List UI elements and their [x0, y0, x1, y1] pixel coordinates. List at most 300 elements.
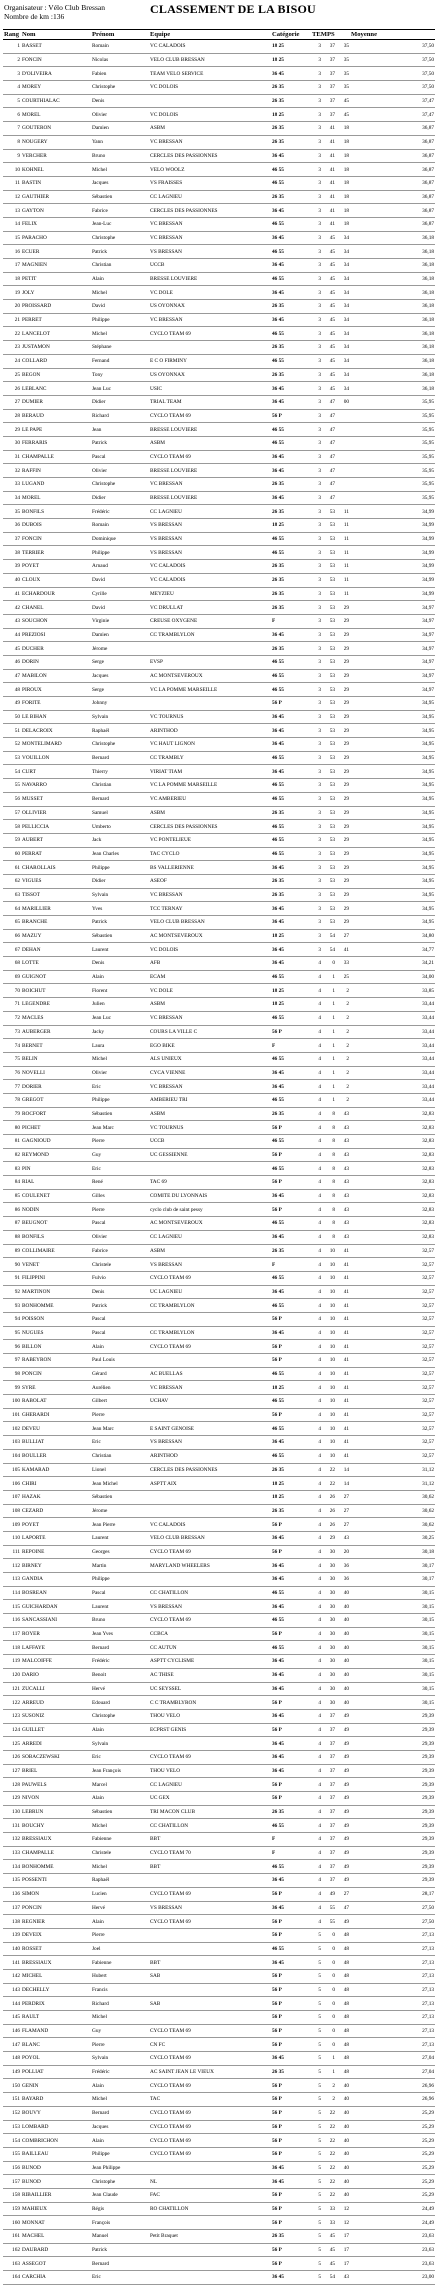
cell-moyenne: 33,44 — [350, 1066, 435, 1080]
cell-prenom: Patrick — [91, 436, 149, 450]
table-row — [3, 1573, 435, 1587]
table-row — [3, 176, 435, 190]
cell-categorie: 46 55 — [271, 1449, 311, 1463]
cell-seconds: 40 — [336, 1641, 350, 1655]
cell-nom: MOREL — [21, 491, 91, 505]
cell-seconds: 49 — [336, 1737, 350, 1751]
cell-hours: 3 — [311, 874, 322, 888]
cell-minutes: 22 — [322, 1463, 336, 1477]
cell-moyenne: 34,80 — [350, 929, 435, 943]
cell-categorie: F — [271, 1039, 311, 1053]
cell-moyenne: 34,95 — [350, 738, 435, 752]
cell-minutes: 30 — [322, 1655, 336, 1669]
cell-prenom: Michel — [91, 163, 149, 177]
cell-minutes: 53 — [322, 820, 336, 834]
table-row — [3, 40, 435, 54]
cell-categorie: 46 55 — [271, 1093, 311, 1107]
cell-categorie: 26 35 — [271, 1805, 311, 1819]
cell-rang: 164 — [3, 2271, 21, 2285]
cell-minutes: 1 — [322, 1039, 336, 1053]
cell-moyenne: 34,95 — [350, 861, 435, 875]
table-row — [3, 2038, 435, 2052]
cell-prenom: Alain — [91, 2079, 149, 2093]
cell-minutes: 10 — [322, 1436, 336, 1450]
cell-seconds: 12 — [336, 2202, 350, 2216]
cell-prenom: Laura — [91, 1039, 149, 1053]
cell-prenom: Damien — [91, 122, 149, 136]
cell-hours: 4 — [311, 1422, 322, 1436]
cell-hours: 4 — [311, 1408, 322, 1422]
table-row — [3, 1682, 435, 1696]
cell-prenom: Samuel — [91, 806, 149, 820]
cell-prenom: Jacques — [91, 176, 149, 190]
cell-rang: 73 — [3, 1025, 21, 1039]
cell-equipe: CYCLO TEAM 69 — [149, 2052, 271, 2066]
cell-prenom: Romain — [91, 40, 149, 54]
table-row — [3, 710, 435, 724]
cell-prenom: Philippe — [91, 1093, 149, 1107]
cell-rang: 27 — [3, 395, 21, 409]
cell-equipe: VC BRESSAN — [149, 217, 271, 231]
cell-categorie: 46 55 — [271, 779, 311, 793]
cell-hours: 5 — [311, 2120, 322, 2134]
cell-equipe — [149, 2243, 271, 2257]
cell-hours: 3 — [311, 532, 322, 546]
cell-seconds: 12 — [336, 2216, 350, 2230]
cell-moyenne: 27,13 — [350, 1928, 435, 1942]
cell-moyenne: 33,44 — [350, 1011, 435, 1025]
cell-seconds: 34 — [336, 272, 350, 286]
cell-nom: BRIEL — [21, 1764, 91, 1778]
cell-moyenne: 36,18 — [350, 300, 435, 314]
cell-moyenne: 34,95 — [350, 874, 435, 888]
cell-moyenne: 32,57 — [350, 1271, 435, 1285]
cell-nom: DUMIER — [21, 395, 91, 409]
cell-minutes: 37 — [322, 1819, 336, 1833]
cell-rang: 105 — [3, 1463, 21, 1477]
table-row — [3, 1326, 435, 1340]
cell-prenom: Didier — [91, 874, 149, 888]
cell-nom: RABEYRON — [21, 1354, 91, 1368]
cell-seconds: 43 — [336, 1135, 350, 1149]
cell-rang: 71 — [3, 998, 21, 1012]
cell-prenom: Aurélien — [91, 1381, 149, 1395]
cell-seconds: 41 — [336, 1299, 350, 1313]
cell-minutes: 0 — [322, 1942, 336, 1956]
cell-equipe: EGO BIKE — [149, 1039, 271, 1053]
cell-rang: 96 — [3, 1340, 21, 1354]
cell-rang: 36 — [3, 519, 21, 533]
cell-seconds: 29 — [336, 628, 350, 642]
cell-nom: MUSSET — [21, 792, 91, 806]
cell-rang: 76 — [3, 1066, 21, 1080]
cell-seconds: 34 — [336, 313, 350, 327]
table-row — [3, 2271, 435, 2285]
cell-equipe: VELO CLUB BRESSAN — [149, 53, 271, 67]
cell-moyenne: 34,95 — [350, 710, 435, 724]
cell-minutes: 37 — [322, 94, 336, 108]
cell-moyenne: 35,95 — [350, 478, 435, 492]
cell-moyenne: 30,15 — [350, 1682, 435, 1696]
cell-rang: 17 — [3, 259, 21, 273]
table-row — [3, 1203, 435, 1217]
cell-nom: DEHAN — [21, 943, 91, 957]
cell-prenom: Jacques — [91, 669, 149, 683]
cell-equipe: USIC — [149, 382, 271, 396]
cell-seconds: 11 — [336, 505, 350, 519]
cell-seconds: 2 — [336, 1011, 350, 1025]
table-row — [3, 2188, 435, 2202]
cell-prenom: Hubert — [91, 1969, 149, 1983]
cell-equipe: CYCLO TEAM 69 — [149, 2024, 271, 2038]
cell-moyenne: 32,83 — [350, 1176, 435, 1190]
cell-moyenne: 36,87 — [350, 135, 435, 149]
cell-prenom: Michel — [91, 2093, 149, 2107]
cell-nom: BUNOD — [21, 2161, 91, 2175]
cell-equipe: ARINTHOD — [149, 724, 271, 738]
table-row — [3, 751, 435, 765]
cell-hours: 3 — [311, 313, 322, 327]
cell-prenom: Sylvain — [91, 710, 149, 724]
cell-hours: 3 — [311, 245, 322, 259]
cell-equipe: CYCLO TEAM 69 — [149, 1915, 271, 1929]
cell-nom: PARACHO — [21, 231, 91, 245]
cell-rang: 152 — [3, 2106, 21, 2120]
cell-rang: 67 — [3, 943, 21, 957]
table-row — [3, 423, 435, 437]
cell-rang: 123 — [3, 1709, 21, 1723]
cell-prenom: Johnny — [91, 697, 149, 711]
cell-categorie: 46 55 — [271, 1217, 311, 1231]
cell-equipe: CYCA VIENNE — [149, 1066, 271, 1080]
cell-moyenne: 25,29 — [350, 2120, 435, 2134]
cell-rang: 124 — [3, 1723, 21, 1737]
cell-rang: 13 — [3, 204, 21, 218]
cell-hours: 5 — [311, 2134, 322, 2148]
cell-categorie: 36 45 — [271, 2271, 311, 2285]
cell-minutes: 53 — [322, 642, 336, 656]
cell-equipe: CYCLO TEAM 69 — [149, 327, 271, 341]
cell-categorie: 18 25 — [271, 108, 311, 122]
cell-prenom: Michel — [91, 1052, 149, 1066]
cell-hours: 3 — [311, 53, 322, 67]
cell-moyenne: 34,95 — [350, 806, 435, 820]
cell-moyenne: 25,29 — [350, 2147, 435, 2161]
cell-hours: 3 — [311, 286, 322, 300]
cell-hours: 4 — [311, 970, 322, 984]
cell-prenom: Guy — [91, 2024, 149, 2038]
cell-rang: 68 — [3, 957, 21, 971]
table-row — [3, 368, 435, 382]
cell-seconds: 11 — [336, 546, 350, 560]
cell-prenom: Jean Pierre — [91, 1518, 149, 1532]
cell-rang: 106 — [3, 1477, 21, 1491]
cell-nom: BOUCHY — [21, 1819, 91, 1833]
cell-minutes: 26 — [322, 1518, 336, 1532]
cell-seconds: 35 — [336, 40, 350, 54]
cell-categorie: 26 35 — [271, 806, 311, 820]
cell-prenom: Eric — [91, 1162, 149, 1176]
cell-hours: 3 — [311, 560, 322, 574]
table-row — [3, 382, 435, 396]
cell-rang: 159 — [3, 2202, 21, 2216]
cell-equipe: TRIAL TEAM — [149, 395, 271, 409]
table-row — [3, 1750, 435, 1764]
cell-seconds: 18 — [336, 122, 350, 136]
cell-minutes: 47 — [322, 478, 336, 492]
cell-minutes: 10 — [322, 1244, 336, 1258]
cell-prenom: Yann — [91, 135, 149, 149]
cell-rang: 120 — [3, 1668, 21, 1682]
cell-hours: 4 — [311, 1121, 322, 1135]
cell-equipe: VS BRESSAN — [149, 1436, 271, 1450]
cell-seconds: 29 — [336, 614, 350, 628]
cell-moyenne: 29,39 — [350, 1778, 435, 1792]
cell-seconds: 48 — [336, 1983, 350, 1997]
cell-minutes: 45 — [322, 2257, 336, 2271]
cell-equipe: CYCLO TEAM 69 — [149, 450, 271, 464]
cell-rang: 133 — [3, 1846, 21, 1860]
cell-seconds: 18 — [336, 217, 350, 231]
table-row — [3, 505, 435, 519]
cell-minutes: 30 — [322, 1545, 336, 1559]
cell-minutes: 10 — [322, 1271, 336, 1285]
cell-prenom: Marcel — [91, 1778, 149, 1792]
cell-nom: PETIT — [21, 272, 91, 286]
cell-rang: 7 — [3, 122, 21, 136]
cell-hours: 3 — [311, 259, 322, 273]
cell-hours: 4 — [311, 1025, 322, 1039]
cell-seconds: 35 — [336, 67, 350, 81]
cell-minutes: 53 — [322, 573, 336, 587]
cell-equipe: ASBM — [149, 436, 271, 450]
cell-seconds: 48 — [336, 2011, 350, 2025]
cell-prenom: Sébastien — [91, 929, 149, 943]
cell-equipe: UC LAGNIEU — [149, 1285, 271, 1299]
cell-nom: GREGOT — [21, 1093, 91, 1107]
cell-minutes: 41 — [322, 135, 336, 149]
cell-prenom: Florent — [91, 984, 149, 998]
cell-categorie: 36 45 — [271, 1668, 311, 1682]
cell-hours: 4 — [311, 1641, 322, 1655]
cell-rang: 55 — [3, 779, 21, 793]
cell-moyenne: 36,87 — [350, 122, 435, 136]
cell-nom: BULLIAT — [21, 1436, 91, 1450]
cell-seconds: 18 — [336, 176, 350, 190]
page-title: CLASSEMENT DE LA BISOU — [150, 2, 316, 16]
cell-nom: DECHELLY — [21, 1983, 91, 1997]
cell-hours: 3 — [311, 395, 322, 409]
cell-prenom: Hervé — [91, 1901, 149, 1915]
cell-seconds: 34 — [336, 259, 350, 273]
cell-nom: SIMON — [21, 1887, 91, 1901]
cell-moyenne: 25,29 — [350, 2188, 435, 2202]
table-row — [3, 1080, 435, 1094]
cell-equipe — [149, 1312, 271, 1326]
cell-seconds: 41 — [336, 1408, 350, 1422]
cell-minutes: 26 — [322, 1504, 336, 1518]
cell-nom: COULENET — [21, 1189, 91, 1203]
cell-minutes: 33 — [322, 2202, 336, 2216]
cell-moyenne: 37,50 — [350, 40, 435, 54]
cell-equipe: VIRIAT TIAM — [149, 765, 271, 779]
cell-categorie: 36 45 — [271, 765, 311, 779]
cell-hours: 5 — [311, 1997, 322, 2011]
cell-seconds — [336, 478, 350, 492]
cell-equipe: BRESSE LOUVIERE — [149, 272, 271, 286]
cell-categorie: 46 55 — [271, 1819, 311, 1833]
cell-hours: 5 — [311, 2243, 322, 2257]
cell-categorie: 26 35 — [271, 2230, 311, 2244]
cell-categorie: 46 55 — [271, 1586, 311, 1600]
cell-rang: 33 — [3, 478, 21, 492]
cell-minutes: 41 — [322, 217, 336, 231]
cell-hours: 5 — [311, 2024, 322, 2038]
cell-moyenne: 34,99 — [350, 573, 435, 587]
cell-equipe: VS FRAISSES — [149, 176, 271, 190]
cell-hours: 4 — [311, 1107, 322, 1121]
table-row — [3, 1709, 435, 1723]
cell-categorie: 18 25 — [271, 1490, 311, 1504]
cell-hours: 3 — [311, 354, 322, 368]
cell-categorie: 56 P — [271, 1148, 311, 1162]
cell-moyenne: 32,57 — [350, 1408, 435, 1422]
cell-categorie: 18 25 — [271, 929, 311, 943]
cell-rang: 132 — [3, 1833, 21, 1847]
cell-prenom: Thierry — [91, 765, 149, 779]
cell-equipe: CC TRAMBLYLON — [149, 628, 271, 642]
cell-seconds: 43 — [336, 1189, 350, 1203]
cell-nom: MAHIEUX — [21, 2202, 91, 2216]
cell-hours: 4 — [311, 1614, 322, 1628]
cell-seconds: 41 — [336, 1271, 350, 1285]
cell-minutes: 30 — [322, 1600, 336, 1614]
cell-moyenne: 27,13 — [350, 2011, 435, 2025]
cell-hours: 3 — [311, 847, 322, 861]
cell-nom: MAZUY — [21, 929, 91, 943]
cell-hours: 4 — [311, 1477, 322, 1491]
cell-equipe: VS BRESSAN — [149, 532, 271, 546]
cell-hours: 3 — [311, 902, 322, 916]
cell-equipe: CC LAGNIEU — [149, 1778, 271, 1792]
cell-nom: BASTIN — [21, 176, 91, 190]
table-row — [3, 1408, 435, 1422]
cell-prenom: Alain — [91, 1792, 149, 1806]
table-row — [3, 163, 435, 177]
cell-equipe: AMBERIEU TRI — [149, 1093, 271, 1107]
cell-rang: 139 — [3, 1928, 21, 1942]
cell-prenom: Cyrille — [91, 587, 149, 601]
cell-hours: 4 — [311, 1354, 322, 1368]
table-row — [3, 929, 435, 943]
cell-seconds — [336, 423, 350, 437]
cell-hours: 4 — [311, 1244, 322, 1258]
cell-categorie: 36 45 — [271, 943, 311, 957]
cell-equipe: VS BRESSAN — [149, 1258, 271, 1272]
cell-nom: NUGUES — [21, 1326, 91, 1340]
cell-categorie: 56 P — [271, 1627, 311, 1641]
cell-rang: 77 — [3, 1080, 21, 1094]
table-row — [3, 970, 435, 984]
cell-nom: VERCHER — [21, 149, 91, 163]
cell-equipe: ASBM — [149, 122, 271, 136]
table-row — [3, 847, 435, 861]
cell-equipe: VC BRESSAN — [149, 1080, 271, 1094]
cell-prenom: Jean Marc — [91, 1422, 149, 1436]
cell-prenom: Jack — [91, 833, 149, 847]
cell-moyenne: 33,44 — [350, 1025, 435, 1039]
cell-hours: 3 — [311, 341, 322, 355]
cell-nom: LANCELOT — [21, 327, 91, 341]
cell-seconds: 48 — [336, 1997, 350, 2011]
cell-prenom: Eric — [91, 1750, 149, 1764]
cell-categorie: 46 55 — [271, 847, 311, 861]
cell-equipe: THOU VELO — [149, 1764, 271, 1778]
cell-seconds: 41 — [336, 1449, 350, 1463]
cell-rang: 29 — [3, 423, 21, 437]
cell-minutes: 45 — [322, 382, 336, 396]
cell-hours: 3 — [311, 724, 322, 738]
cell-categorie: 46 55 — [271, 532, 311, 546]
cell-equipe: CCBCA — [149, 1627, 271, 1641]
cell-moyenne: 29,39 — [350, 1819, 435, 1833]
cell-minutes: 53 — [322, 601, 336, 615]
cell-hours: 4 — [311, 1312, 322, 1326]
table-row — [3, 53, 435, 67]
cell-hours: 3 — [311, 683, 322, 697]
cell-nom: POSSENTI — [21, 1874, 91, 1888]
cell-rang: 103 — [3, 1436, 21, 1450]
cell-rang: 60 — [3, 847, 21, 861]
cell-nom: NAVARRO — [21, 779, 91, 793]
cell-prenom: Virginie — [91, 614, 149, 628]
cell-minutes: 10 — [322, 1312, 336, 1326]
cell-equipe — [149, 1737, 271, 1751]
cell-nom: VIGUES — [21, 874, 91, 888]
table-row — [3, 1285, 435, 1299]
cell-minutes: 37 — [322, 1846, 336, 1860]
cell-moyenne: 36,18 — [350, 354, 435, 368]
cell-rang: 92 — [3, 1285, 21, 1299]
cell-rang: 85 — [3, 1189, 21, 1203]
cell-rang: 95 — [3, 1326, 21, 1340]
cell-nom: FERRARIS — [21, 436, 91, 450]
cell-nom: POISSON — [21, 1312, 91, 1326]
cell-hours: 3 — [311, 409, 322, 423]
cell-minutes: 8 — [322, 1162, 336, 1176]
cell-categorie: 46 55 — [271, 1135, 311, 1149]
cell-nom: BUNOD — [21, 2175, 91, 2189]
cell-prenom: Didier — [91, 395, 149, 409]
cell-moyenne: 34,97 — [350, 601, 435, 615]
cell-seconds: 40 — [336, 2106, 350, 2120]
cell-equipe — [149, 1573, 271, 1587]
cell-moyenne: 32,57 — [350, 1395, 435, 1409]
cell-nom: PROISSARD — [21, 300, 91, 314]
cell-categorie: 46 55 — [271, 1011, 311, 1025]
cell-moyenne: 30,15 — [350, 1655, 435, 1669]
cell-equipe: ASBM — [149, 806, 271, 820]
cell-equipe: VC HAUT LIGNON — [149, 738, 271, 752]
cell-equipe: CERCLES DES PASSIONNES — [149, 204, 271, 218]
cell-seconds: 34 — [336, 327, 350, 341]
cell-equipe: MEYZIEU — [149, 587, 271, 601]
cell-moyenne: 37,47 — [350, 94, 435, 108]
cell-minutes: 47 — [322, 464, 336, 478]
table-row — [3, 1860, 435, 1874]
cell-minutes: 45 — [322, 286, 336, 300]
cell-rang: 102 — [3, 1422, 21, 1436]
